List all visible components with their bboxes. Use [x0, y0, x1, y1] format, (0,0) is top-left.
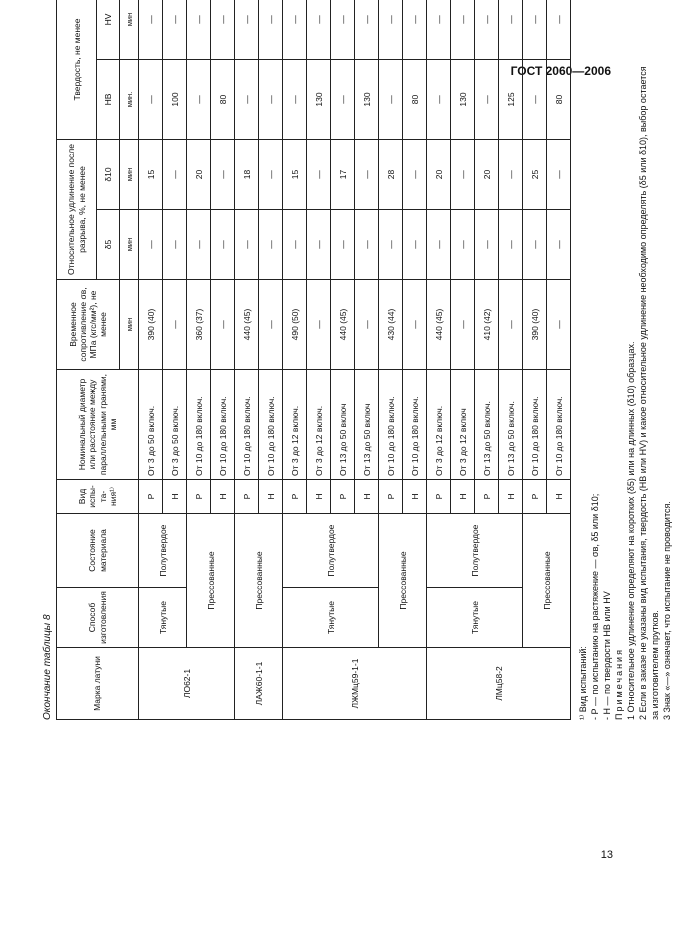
method-cell: Тянутые	[283, 588, 379, 648]
test-cell: Н	[547, 480, 571, 514]
diameter-cell: От 13 до 50 включ.	[475, 370, 499, 480]
strength-cell: 360 (37)	[187, 280, 211, 370]
test-cell: Н	[307, 480, 331, 514]
hv-cell: —	[235, 0, 259, 60]
hv-cell: —	[211, 0, 235, 60]
note-3: 3 Знак «—» означает, что испытание не проводится.	[662, 501, 672, 720]
table-row	[523, 0, 547, 720]
diameter-cell: От 3 до 12 включ.	[307, 370, 331, 480]
test-cell: Н	[355, 480, 379, 514]
unit-cell: мин.	[120, 60, 139, 140]
hv-cell: —	[331, 0, 355, 60]
strength-cell: —	[547, 280, 571, 370]
hv-cell: —	[427, 0, 451, 60]
hv-cell: —	[307, 0, 331, 60]
d10-cell: 17	[331, 140, 355, 210]
d10-cell: 15	[283, 140, 307, 210]
d5-cell: —	[547, 210, 571, 280]
hb-cell: —	[523, 60, 547, 140]
method-cell: Тянутые	[139, 588, 187, 648]
hb-cell: —	[283, 60, 307, 140]
strength-cell: 410 (42)	[475, 280, 499, 370]
col-header-elongation: Относительное удлинение после разрыва, %, не менее	[57, 140, 97, 280]
diameter-cell: От 10 до 180 включ.	[403, 370, 427, 480]
hv-cell: —	[499, 0, 523, 60]
d5-cell: —	[283, 210, 307, 280]
note-2: 2 Если в заказе не указаны вид испытания, твердость (НВ или HV) и какое относительное удлинение необходимо определять (δ5 или δ10), выбор остается	[638, 66, 648, 720]
hb-cell: —	[259, 60, 283, 140]
hv-cell: —	[523, 0, 547, 60]
diameter-cell: От 10 до 180 включ.	[235, 370, 259, 480]
method-cell: Прессованные	[379, 514, 427, 648]
hb-cell: —	[427, 60, 451, 140]
d5-cell: —	[211, 210, 235, 280]
strength-cell: 440 (45)	[427, 280, 451, 370]
d10-cell: 18	[235, 140, 259, 210]
diameter-cell: От 3 до 50 включ.	[139, 370, 163, 480]
d10-cell: —	[211, 140, 235, 210]
diameter-cell: От 3 до 50 включ.	[163, 370, 187, 480]
properties-table	[56, 0, 571, 720]
d10-cell: —	[499, 140, 523, 210]
unit-cell: мин	[120, 0, 139, 60]
rotated-table-block	[40, 0, 672, 720]
col-header-method: Способ изготовления	[57, 588, 139, 648]
note-1: 1 Относительное удлинение определяют на коротких (δ5) или на длинных (δ10) образцах.	[626, 341, 636, 720]
page-number: 13	[600, 849, 613, 861]
col-header-state: Состояние материала	[57, 514, 139, 588]
table-row	[427, 0, 451, 720]
col-header-test: Вид испы-та-ния¹⁾	[57, 480, 139, 514]
hv-cell: —	[259, 0, 283, 60]
brand-cell: ЛМц58-2	[427, 648, 571, 720]
table-row	[187, 0, 211, 720]
notes-heading: Примечания	[614, 648, 624, 720]
unit-cell: мин	[120, 210, 139, 280]
test-cell: Р	[379, 480, 403, 514]
d10-cell: —	[355, 140, 379, 210]
unit-cell: мин	[120, 280, 139, 370]
d5-cell: —	[187, 210, 211, 280]
test-cell: Р	[283, 480, 307, 514]
diameter-cell: От 10 до 180 включ.	[187, 370, 211, 480]
diameter-cell: От 13 до 50 включ	[331, 370, 355, 480]
d5-cell: —	[451, 210, 475, 280]
strength-cell: —	[307, 280, 331, 370]
table-row	[379, 0, 403, 720]
d5-cell: —	[523, 210, 547, 280]
hv-cell: —	[187, 0, 211, 60]
col-header-diameter: Номинальный диаметр или расстояние между параллельными гранями, мм	[57, 370, 139, 480]
d10-cell: 28	[379, 140, 403, 210]
col-header-hb: НВ	[97, 60, 120, 140]
test-cell: Р	[523, 480, 547, 514]
col-header-hv: HV	[97, 0, 120, 60]
hv-cell: —	[283, 0, 307, 60]
hb-cell: 130	[307, 60, 331, 140]
method-cell: Прессованные	[523, 514, 571, 648]
d5-cell: —	[235, 210, 259, 280]
table-row	[139, 0, 163, 720]
diameter-cell: От 3 до 12 включ.	[427, 370, 451, 480]
strength-cell: 490 (50)	[283, 280, 307, 370]
test-cell: Н	[451, 480, 475, 514]
d5-cell: —	[427, 210, 451, 280]
hb-cell: 80	[547, 60, 571, 140]
d5-cell: —	[355, 210, 379, 280]
test-cell: Р	[427, 480, 451, 514]
table-notes	[577, 0, 673, 720]
footnote-p: - Р — по испытанию на растяжение — σв, δ5 или δ10;	[590, 493, 600, 720]
strength-cell: 390 (40)	[523, 280, 547, 370]
d5-cell: —	[331, 210, 355, 280]
hb-cell: —	[187, 60, 211, 140]
method-cell: Прессованные	[187, 514, 235, 648]
brand-cell: ЛО62-1	[139, 648, 235, 720]
test-cell: Р	[331, 480, 355, 514]
test-cell: Н	[403, 480, 427, 514]
note-2-cont: за изготовителем прутков.	[650, 610, 660, 720]
test-cell: Р	[475, 480, 499, 514]
state-cell: Полутвердое	[427, 514, 523, 588]
hv-cell: —	[139, 0, 163, 60]
diameter-cell: От 3 до 12 включ.	[283, 370, 307, 480]
hv-cell: —	[451, 0, 475, 60]
unit-cell: мин	[120, 140, 139, 210]
diameter-cell: От 10 до 180 включ.	[379, 370, 403, 480]
col-header-hardness: Твердость, не менее	[57, 0, 97, 140]
diameter-cell: От 10 до 180 включ.	[523, 370, 547, 480]
hv-cell: —	[547, 0, 571, 60]
hb-cell: 80	[403, 60, 427, 140]
test-cell: Р	[187, 480, 211, 514]
d10-cell: —	[547, 140, 571, 210]
d10-cell: 20	[475, 140, 499, 210]
d10-cell: —	[163, 140, 187, 210]
brand-cell: ЛАЖ60-1-1	[235, 648, 283, 720]
state-cell: Полутвердое	[139, 514, 187, 588]
strength-cell: —	[163, 280, 187, 370]
strength-cell: —	[259, 280, 283, 370]
table-row	[235, 0, 259, 720]
hb-cell: 100	[163, 60, 187, 140]
strength-cell: 430 (44)	[379, 280, 403, 370]
d10-cell: 20	[187, 140, 211, 210]
diameter-cell: От 10 до 180 включ.	[211, 370, 235, 480]
hb-cell: 130	[355, 60, 379, 140]
diameter-cell: От 3 до 12 включ	[451, 370, 475, 480]
col-header-d10: δ10	[97, 140, 120, 210]
footnote-title: ¹⁾ Вид испытаний:	[578, 646, 588, 720]
hv-cell: —	[163, 0, 187, 60]
hb-cell: —	[331, 60, 355, 140]
d5-cell: —	[163, 210, 187, 280]
d10-cell: 25	[523, 140, 547, 210]
d5-cell: —	[499, 210, 523, 280]
hb-cell: 130	[451, 60, 475, 140]
method-cell: Прессованные	[235, 514, 283, 648]
d10-cell: —	[307, 140, 331, 210]
d10-cell: —	[451, 140, 475, 210]
d10-cell: 20	[427, 140, 451, 210]
strength-cell: —	[451, 280, 475, 370]
strength-cell: 390 (40)	[139, 280, 163, 370]
test-cell: Р	[235, 480, 259, 514]
test-cell: Н	[211, 480, 235, 514]
d10-cell: —	[403, 140, 427, 210]
col-header-strength: Временное сопротивление σв, МПа (кгс/мм²), не менее	[57, 280, 120, 370]
hb-cell: —	[379, 60, 403, 140]
diameter-cell: От 13 до 50 включ.	[499, 370, 523, 480]
d10-cell: 15	[139, 140, 163, 210]
hb-cell: 80	[211, 60, 235, 140]
standard-header: ГОСТ 2060—2006	[510, 64, 611, 78]
table-continuation-caption: Окончание таблицы 8	[42, 614, 53, 720]
hb-cell: —	[235, 60, 259, 140]
d5-cell: —	[259, 210, 283, 280]
hv-cell: —	[355, 0, 379, 60]
hv-cell: —	[379, 0, 403, 60]
test-cell: Н	[163, 480, 187, 514]
diameter-cell: От 13 до 50 включ	[355, 370, 379, 480]
strength-cell: 440 (45)	[235, 280, 259, 370]
d5-cell: —	[379, 210, 403, 280]
d5-cell: —	[403, 210, 427, 280]
footnote-h: - Н — по твердости НВ или HV	[602, 591, 612, 720]
diameter-cell: От 10 до 180 включ.	[259, 370, 283, 480]
d5-cell: —	[139, 210, 163, 280]
strength-cell: —	[499, 280, 523, 370]
diameter-cell: От 10 до 180 включ.	[547, 370, 571, 480]
hb-cell: 125	[499, 60, 523, 140]
strength-cell: —	[403, 280, 427, 370]
col-header-d5: δ5	[97, 210, 120, 280]
d10-cell: —	[259, 140, 283, 210]
strength-cell: —	[211, 280, 235, 370]
method-cell: Тянутые	[427, 588, 523, 648]
test-cell: Н	[499, 480, 523, 514]
hb-cell: —	[139, 60, 163, 140]
strength-cell: —	[355, 280, 379, 370]
test-cell: Р	[139, 480, 163, 514]
d5-cell: —	[475, 210, 499, 280]
hv-cell: —	[403, 0, 427, 60]
brand-cell: ЛЖМц59-1-1	[283, 648, 427, 720]
hb-cell: —	[475, 60, 499, 140]
test-cell: Н	[259, 480, 283, 514]
table-row	[283, 0, 307, 720]
col-header-brand: Марка латуни	[57, 648, 139, 720]
state-cell: Полутвердое	[283, 514, 379, 588]
hv-cell: —	[475, 0, 499, 60]
strength-cell: 440 (45)	[331, 280, 355, 370]
d5-cell: —	[307, 210, 331, 280]
